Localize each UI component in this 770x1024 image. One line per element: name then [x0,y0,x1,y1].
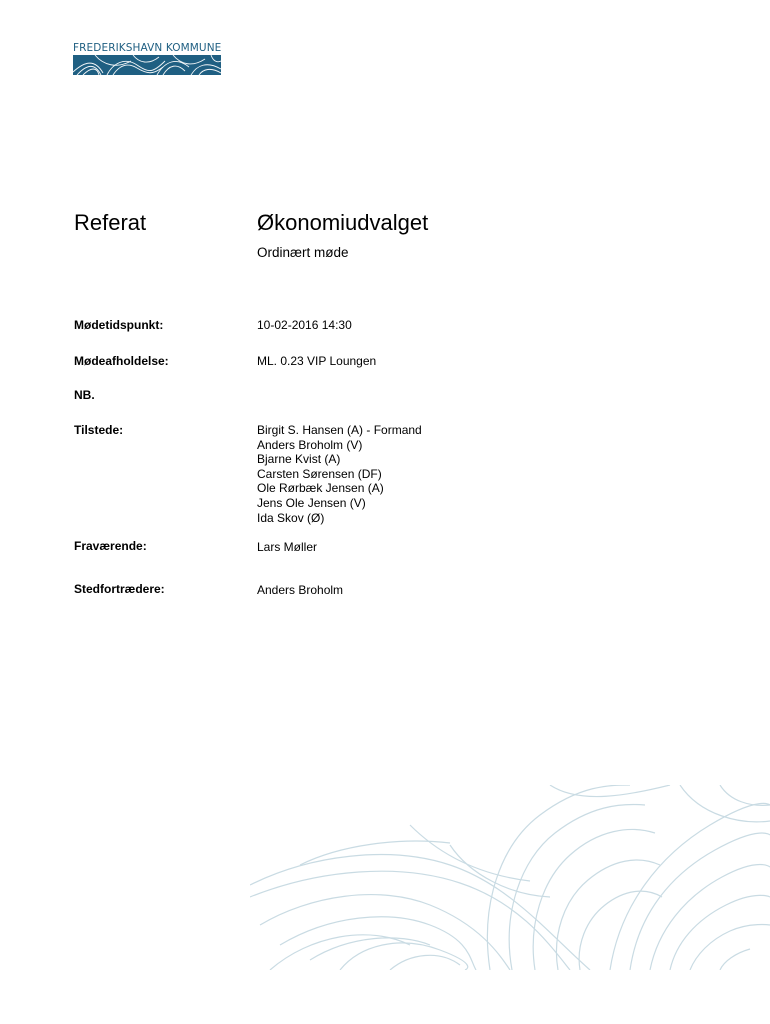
nb-label: NB. [74,388,95,402]
present-members-list [257,423,422,525]
present-member: Bjarne Kvist (A) [257,452,341,467]
meeting-time-label: Mødetidspunkt: [74,318,164,332]
present-member: Birgit S. Hansen (A) - Formand [257,423,422,437]
meeting-location-value: ML. 0.23 VIP Loungen [257,354,377,368]
substitutes-value: Anders Broholm [257,583,344,597]
committee-heading: Økonomiudvalget [257,210,429,235]
absent-label: Fraværende: [74,539,147,553]
meeting-time-value: 10-02-2016 14:30 [257,318,352,332]
municipality-logo [73,42,223,76]
present-member: Ida Skov (Ø) [257,510,325,525]
present-member: Carsten Sørensen (DF) [257,466,382,481]
present-member: Anders Broholm (V) [257,437,363,452]
logo-wordmark: FREDERIKSHAVN KOMMUNE [73,42,222,54]
logo-wave-graphic [73,55,221,75]
meeting-location-label: Mødeafholdelse: [74,354,169,368]
present-member: Ole Rørbæk Jensen (A) [257,481,384,496]
document-type-heading: Referat [74,210,147,235]
substitutes-label: Stedfortrædere: [74,582,165,596]
absent-value: Lars Møller [257,540,318,554]
meeting-kind-subtitle: Ordinært møde [257,245,349,260]
decorative-swirl-graphic [250,785,770,970]
present-member: Jens Ole Jensen (V) [257,495,366,510]
present-label: Tilstede: [74,423,124,437]
